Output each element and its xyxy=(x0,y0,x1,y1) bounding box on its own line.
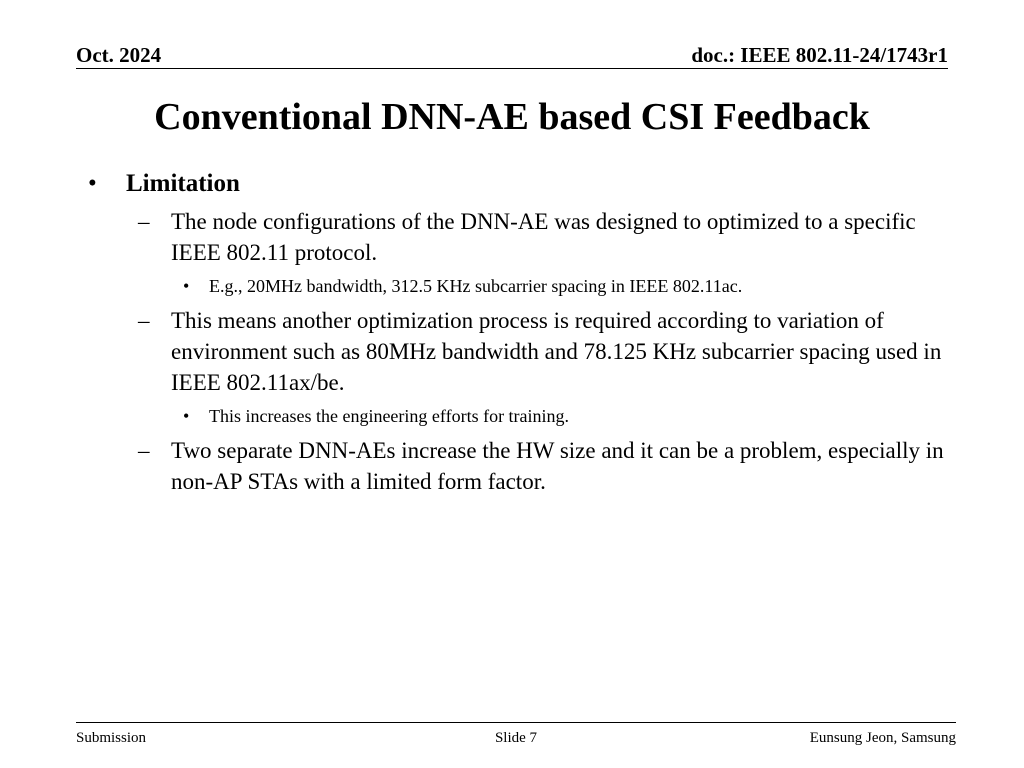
bullet-limitation xyxy=(88,168,948,200)
bullet-dot-icon: • xyxy=(88,170,97,197)
footer-author: Eunsung Jeon, Samsung xyxy=(809,730,956,746)
slide-body xyxy=(88,168,948,502)
sub-sub-bullet-text: E.g., 20MHz bandwidth, 312.5 KHz subcarrier spacing in IEEE 802.11ac. xyxy=(209,276,743,296)
dash-icon: – xyxy=(138,209,150,234)
header-date: Oct. 2024 xyxy=(76,43,162,67)
dash-icon: – xyxy=(138,308,150,333)
sub-bullet-2 xyxy=(88,305,948,398)
sub-sub-bullet-2 xyxy=(88,403,948,429)
slide-title: Conventional DNN-AE based CSI Feedback xyxy=(154,96,870,138)
bullet-dot-icon: • xyxy=(183,406,190,426)
sub-sub-bullet-1 xyxy=(88,273,948,299)
sub-sub-bullet-text: This increases the engineering efforts for training. xyxy=(209,406,570,426)
sub-bullet-text: The node configurations of the DNN-AE was designed to optimized to a specific IEEE 802.11 protocol. xyxy=(171,209,916,265)
sub-bullet-1 xyxy=(88,206,948,268)
footer-slide-number: Slide 7 xyxy=(494,730,538,746)
sub-bullet-text: This means another optimization process is required according to variation of environment such as 80MHz bandwidth and 78.125 KHz subcarrier spacing used in IEEE 802.11ax/be. xyxy=(171,308,942,395)
slide-header xyxy=(76,42,948,69)
bullet-dot-icon: • xyxy=(183,276,190,296)
sub-bullet-text: Two separate DNN-AEs increase the HW size and it can be a problem, especially in non-AP STAs with a limited form factor. xyxy=(171,438,944,494)
footer-submission: Submission xyxy=(76,730,147,746)
dash-icon: – xyxy=(138,438,150,463)
header-doc-id: doc.: IEEE 802.11-24/1743r1 xyxy=(691,43,948,67)
slide-footer xyxy=(76,722,956,753)
bullet-heading: Limitation xyxy=(126,170,240,197)
sub-bullet-3 xyxy=(88,435,948,497)
